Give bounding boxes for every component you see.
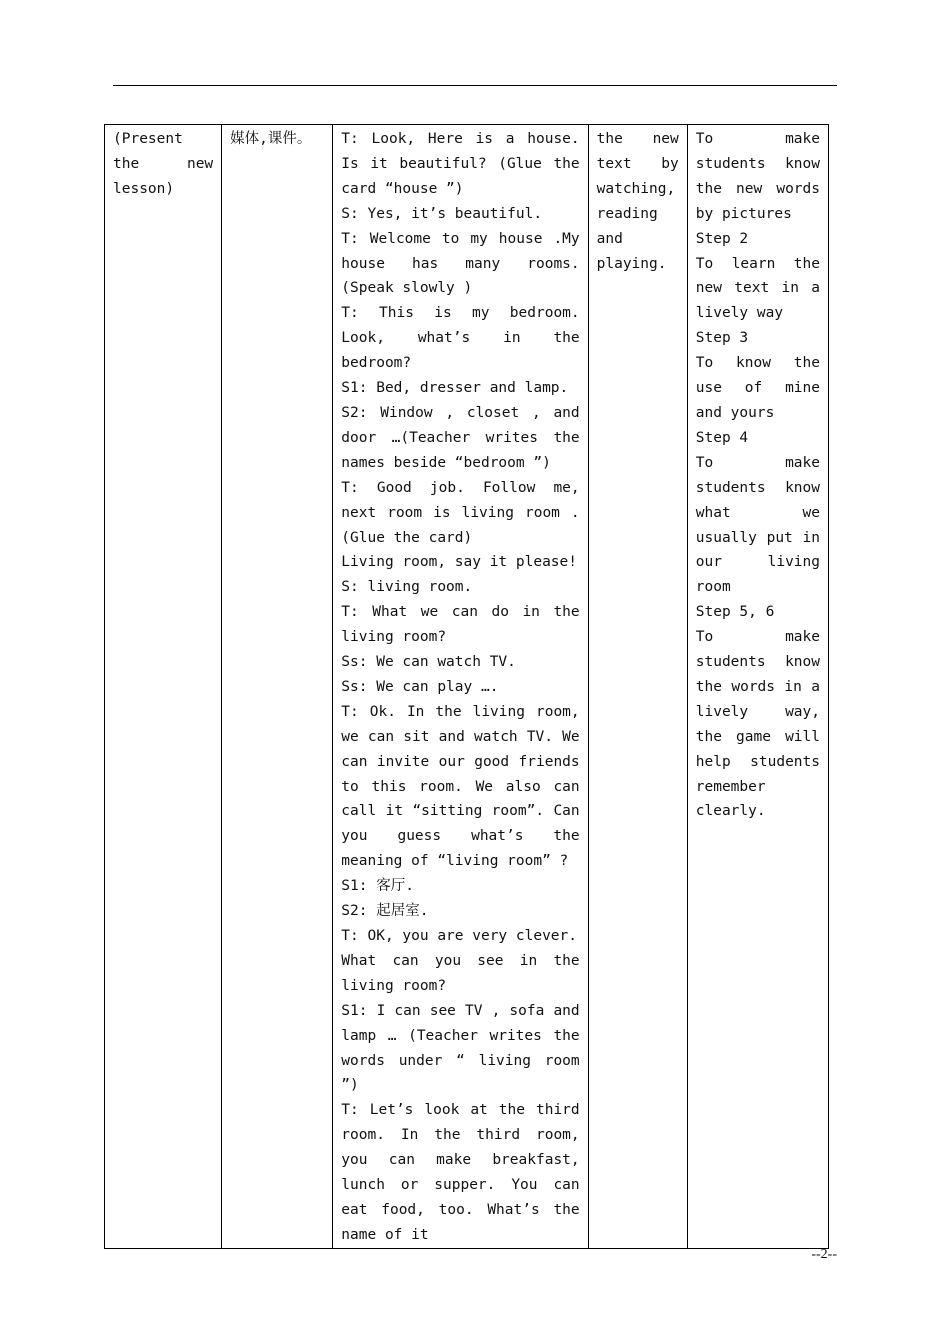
purpose-line: To learn the new text in a lively way	[695, 255, 820, 322]
dialogue-line: What can you see in the living room?	[341, 952, 580, 994]
dialogue-line: T: Look, Here is a house. Is it beautiful? (Glue the card “house ”)	[341, 131, 580, 197]
lesson-plan-table	[104, 124, 829, 1249]
purpose-cell	[687, 125, 828, 1249]
dialogue-line: S1: I can see TV , sofa and lamp … (Teacher writes the words under “ living room ”)	[341, 1002, 580, 1094]
dialogue-line: S2: Window , closet , and door …(Teacher writes the names beside “bedroom ”)	[341, 404, 580, 471]
dialogue-line: T: OK, you are very clever.	[341, 928, 577, 944]
purpose-line: Step 5, 6	[695, 604, 775, 621]
dialogue-line: T: Let’s look at the third room. In the third room, you can make breakfast, lunch or supper. You can eat food, too. What’s the name of it	[341, 1102, 580, 1243]
page-number: --2--	[811, 1247, 837, 1262]
dialogue-line: Living room, say it please!	[341, 554, 577, 571]
media-text: 媒体,课件。	[230, 131, 312, 147]
dialogue-line: T: What we can do in the living room?	[341, 604, 580, 646]
purpose-line: Step 4	[695, 429, 749, 446]
stage-cell	[105, 125, 222, 1249]
student-activity-cell	[588, 125, 687, 1249]
dialogue-line: S: living room.	[341, 579, 473, 596]
purpose-line: Step 2	[695, 230, 749, 247]
table-row	[105, 125, 829, 1249]
dialogue-line: T: Ok. In the living room, we can sit and watch TV. We can invite our good friends to this room. We also can call it “sitting room”. Can you guess what’s the meaning of “living room” ?	[341, 703, 580, 870]
purpose-line: To make students know the new words by pictures	[695, 131, 820, 222]
header-rule	[113, 85, 837, 86]
dialogue-line: T: Welcome to my house .My house has many rooms. (Speak slowly )	[341, 230, 580, 297]
student-activity-text: the new text by watching, reading and playing.	[596, 131, 679, 272]
dialogue-line: Ss: We can play ….	[341, 678, 499, 695]
purpose-line: To make students know what we usually put in our living room	[695, 454, 820, 596]
purpose-line: To know the use of mine and yours	[695, 355, 820, 421]
dialogue-line: S1: 客厅.	[341, 878, 414, 895]
dialogue-line: S: Yes, it’s beautiful.	[341, 205, 543, 222]
dialogue-line: T: Good job. Follow me, next room is living room .(Glue the card)	[341, 479, 580, 546]
dialogue-line: T: This is my bedroom. Look, what’s in the bedroom?	[341, 305, 580, 372]
purpose-line: To make students know the words in a lively way, the game will help students remember clearly.	[695, 629, 820, 820]
dialogue-line: Ss: We can watch TV.	[341, 654, 516, 671]
purpose-line: Step 3	[695, 330, 749, 347]
media-cell	[222, 125, 333, 1249]
dialogue-line: S2: 起居室.	[341, 903, 429, 920]
teaching-process-cell	[333, 125, 588, 1249]
stage-text: (Present the new lesson)	[113, 131, 214, 197]
dialogue-line: S1: Bed, dresser and lamp.	[341, 380, 569, 397]
